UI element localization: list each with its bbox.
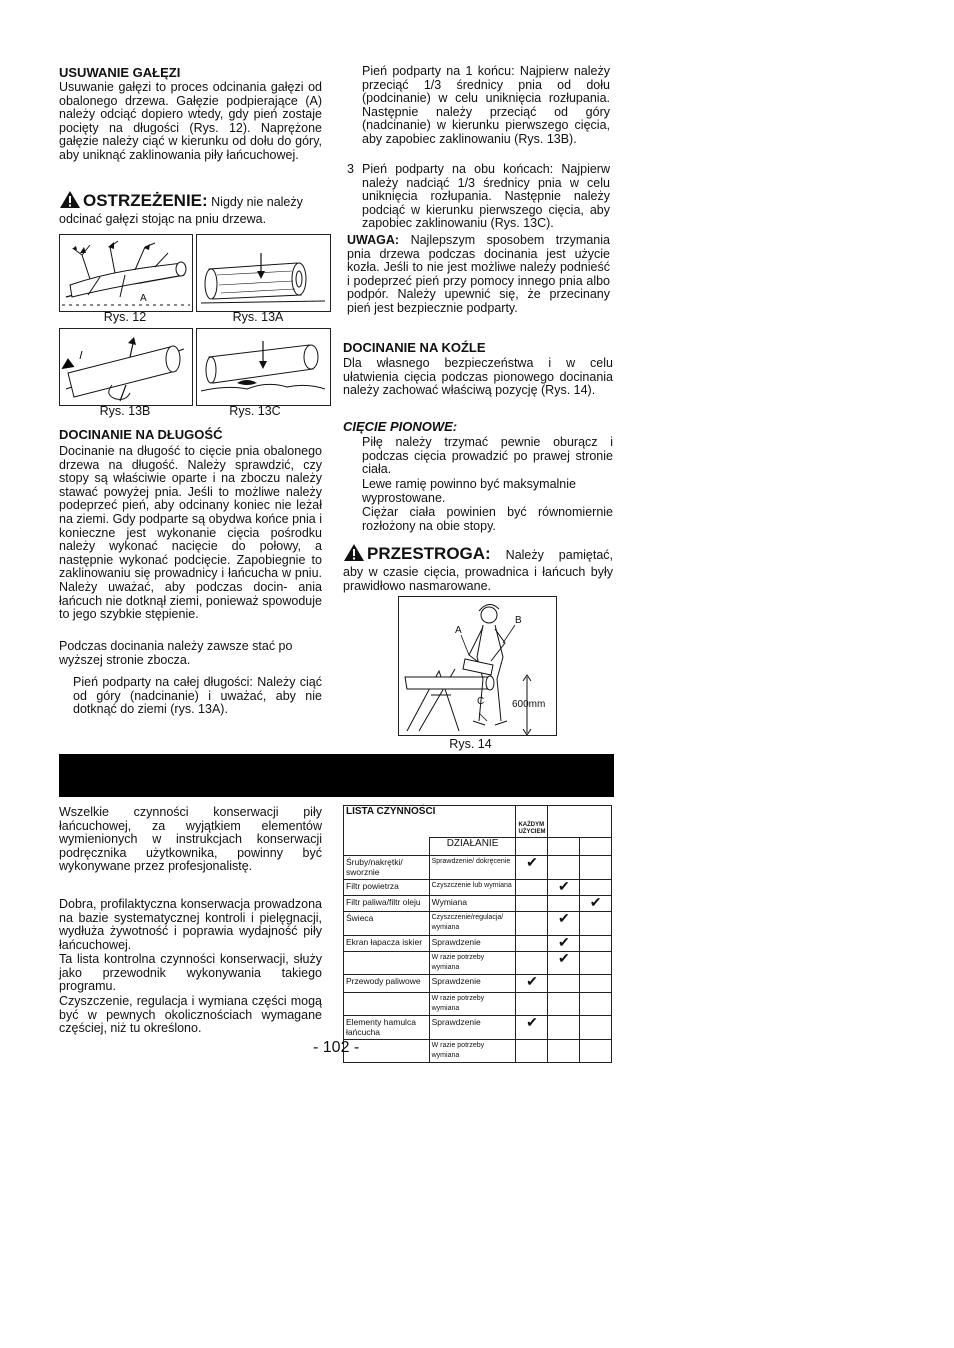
row-check-c1	[516, 993, 548, 1016]
caution-triangle-icon	[343, 543, 365, 565]
warning-text: Nigdy nie należy odcinać gałęzi stojąc na pniu drzewa.	[59, 195, 303, 226]
row-action: Sprawdzenie	[429, 1016, 516, 1040]
table-row	[344, 896, 612, 912]
section-title-docinanie: DOCINANIE NA DŁUGOŚĆ	[59, 427, 223, 442]
action-header: DZIAŁANIE	[429, 838, 516, 856]
row-check-c3	[580, 936, 612, 952]
uwaga-label: UWAGA:	[347, 233, 400, 247]
row-item: Filtr powietrza	[344, 880, 430, 896]
row-check-c2: ✔	[548, 936, 580, 952]
row-action: Sprawdzenie	[429, 975, 516, 993]
row-check-c2: ✔	[548, 912, 580, 936]
caption-rys-12: Rys. 12	[103, 310, 147, 324]
table-row	[344, 880, 612, 896]
row-check-c3	[580, 856, 612, 880]
warning-label: OSTRZEŻENIE:	[83, 191, 208, 210]
fig14-600mm: 600mm	[512, 699, 546, 710]
row-check-c2: ✔	[548, 880, 580, 896]
table-row	[344, 975, 612, 993]
row-check-c1	[516, 896, 548, 912]
docinanie-text: Docinanie na długość to cięcie pnia obalonego drzewa na długość. Należy sprawdzić, czy stopy są właściwie oparte i na zboczu należy stawać powyżej pnia. Jeśli to możliwe należy podeprzeć pień, aby odcinany koniec nie leżał na ziemi. Gdy podparte są obydwa końce pnia i konieczne jest wykonanie cięcia pośrodku należy wykonać nacięcie do połowy, a następnie wykonać podcięcie. Zapobiegnie to zaklinowaniu się prowadnicy i łańcucha w pniu. Należy uważać, aby podczas docin- ania łańcuch nie dotknął ziemi, ponieważ spowoduje to jego szybkie stępienie.	[59, 444, 322, 622]
row-check-c1	[516, 1040, 548, 1063]
cell-empty	[580, 838, 612, 856]
fig14-label-a: A	[455, 625, 462, 636]
przestroga-text: Należy pamiętać, aby w czasie cięcia, prowadnica i łańcuch były prawidłowo nasmarowane.	[343, 548, 613, 593]
row-check-c1	[516, 880, 548, 896]
row-check-c2	[548, 993, 580, 1016]
przestroga-block	[343, 543, 613, 593]
row-check-c3	[580, 952, 612, 975]
row-item: Świeca	[344, 912, 430, 936]
cell-empty	[516, 838, 548, 856]
row-check-c1: ✔	[516, 1016, 548, 1040]
uwaga-text: Najlepszym sposobem trzymania pnia drzewa podczas docinania jest użycie kozła. Jeśli to nie jest możliwe należy podnieść i podeprzeć pień przy pomocy innego pnia albo podpór. Należy upewnić się, że przecinany pień jest bezpiecznie podparty.	[347, 233, 610, 315]
row-item: Filtr paliwa/filtr oleju	[344, 896, 430, 912]
row-check-c3	[580, 975, 612, 993]
row-action: Czyszczenie/regulacja/ wymiana	[429, 912, 516, 936]
ciecie-item-1: Piłę należy trzymać pewnie oburącz i podczas cięcia prowadzić po prawej stronie ciała.	[362, 435, 613, 477]
figure-12	[59, 234, 193, 312]
maint-text-1: Wszelkie czynności konserwacji piły łańcuchowej, za wyjątkiem elementów wymienionych w instrukcjach konserwacji podręcznika użytkownika, powinny być wykonywane przez profesjonalistę.	[59, 805, 322, 874]
table-row	[344, 856, 612, 880]
maint-text-2: Dobra, profilaktyczna konserwacja prowadzona na bazie systematycznej kontroli i pielęgnacji, wydłuża żywotność i poprawia wydajność piły łańcuchowej.	[59, 897, 322, 952]
row-check-c2	[548, 1040, 580, 1063]
figure-13a	[196, 234, 331, 312]
table-row	[344, 952, 612, 975]
table-row	[344, 1016, 612, 1040]
log-supported-both-ends-illustration	[197, 329, 330, 405]
maintenance-checklist-table	[343, 805, 612, 1063]
row-action: Sprawdzenie	[429, 936, 516, 952]
ciecie-item-2: Lewe ramię powinno być maksymalnie wyprostowane.	[362, 477, 576, 505]
table-row	[344, 912, 612, 936]
table-subheader-row	[344, 838, 612, 856]
section-title-usuwanie: USUWANIE GAŁĘZI	[59, 65, 181, 80]
usuwanie-text: Usuwanie gałęzi to proces odcinania gałęzi od obalonego drzewa. Gałęzie podpierające (A) należy odciąć dopiero wtedy, gdy pień zostaje pocięty na długości (Rys. 12). Naprężone gałęzie należy ciąć w kierunku od dołu do góry, aby uniknąć zaklinowania piły łańcuchowej.	[59, 80, 322, 162]
table-header-row	[344, 806, 612, 838]
caption-rys-13b: Rys. 13B	[99, 404, 151, 418]
row-check-c3	[580, 993, 612, 1016]
row-check-c1	[516, 936, 548, 952]
cell-empty	[344, 838, 430, 856]
row-action: W razie potrzeby wymiana	[429, 993, 516, 1016]
warning-block	[59, 190, 322, 226]
col-header-each-use: KAŻDYM UŻYCIEM	[516, 806, 548, 838]
right-item-2: Pień podparty na 1 końcu: Najpierw należy przeciąć 1/3 średnicy pnia od dołu (podcinanie) w celu uniknięcia rozłupania. Następnie należy przeciąć od góry (nadcinanie) w kierunku pierwszego cięcia, aby zapobiec zaklinowaniu (Rys. 13B).	[362, 64, 610, 146]
row-action: W razie potrzeby wymiana	[429, 1040, 516, 1063]
row-check-c1: ✔	[516, 975, 548, 993]
felled-tree-illustration	[60, 235, 192, 311]
row-check-c3: ✔	[580, 896, 612, 912]
caption-rys-13a: Rys. 13A	[232, 310, 284, 324]
maint-text-4: Czyszczenie, regulacja i wymiana części mogą być w pewnych okolicznościach wymagane częściej, niż tu określono.	[59, 994, 322, 1036]
row-check-c3	[580, 912, 612, 936]
row-check-c1: ✔	[516, 856, 548, 880]
row-item: Ekran łapacza iskier	[344, 936, 430, 952]
row-check-c1	[516, 952, 548, 975]
docinanie-text2: Podczas docinania należy zawsze stać po wyższej stronie zbocza.	[59, 639, 293, 667]
warning-triangle-icon	[59, 190, 81, 212]
right-item-3: Pień podparty na obu końcach: Najpierw należy nadciąć 1/3 średnicy pnia w celu uniknięcia rozłupania. Następnie należy podciąć w kierunku pierwszego cięcia, aby zapobiec zaklinowaniu (Rys. 13C).	[362, 162, 610, 231]
table-row	[344, 993, 612, 1016]
log-on-ground-illustration	[197, 235, 330, 311]
uwaga-block	[347, 234, 610, 316]
right-item-3-number: 3	[347, 162, 354, 176]
row-action: Czyszczenie lub wymiana	[429, 880, 516, 896]
table-title: LISTA CZYNNOŚCI	[344, 806, 516, 838]
row-item: Przewody paliwowe	[344, 975, 430, 993]
sawhorse-cutting-illustration	[399, 597, 556, 735]
row-action: Wymiana	[429, 896, 516, 912]
row-item: Elementy hamulca łańcucha	[344, 1016, 430, 1040]
row-action: Sprawdzenie/ dokręcenie	[429, 856, 516, 880]
page-number: - 102 -	[313, 1039, 360, 1056]
row-check-c3	[580, 1040, 612, 1063]
row-item	[344, 952, 430, 975]
row-check-c1	[516, 912, 548, 936]
row-check-c3	[580, 1016, 612, 1040]
row-action: W razie potrzeby wymiana	[429, 952, 516, 975]
docinanie-item-1: Pień podparty na całej długości: Należy ciąć od góry (nadcinanie) i uważać, aby nie dotknąć do ziemi (rys. 13A).	[73, 675, 322, 717]
cell-empty	[548, 838, 580, 856]
row-item: Śruby/nakrętki/ sworznie	[344, 856, 430, 880]
ciecie-item-3: Ciężar ciała powinien być równomiernie rozłożony na obie stopy.	[362, 505, 613, 533]
row-check-c2	[548, 975, 580, 993]
row-check-c2	[548, 856, 580, 880]
section-banner	[59, 754, 614, 797]
caption-rys-14: Rys. 14	[449, 737, 492, 751]
table-row	[344, 936, 612, 952]
col-header-empty	[548, 806, 612, 838]
fig12-label-a: A	[140, 293, 147, 304]
przestroga-label: PRZESTROGA:	[367, 544, 491, 563]
row-check-c2: ✔	[548, 952, 580, 975]
fig14-label-c: C	[477, 696, 485, 707]
row-check-c2	[548, 1016, 580, 1040]
log-supported-one-end-illustration	[60, 329, 192, 405]
ciecie-title: CIĘCIE PIONOWE:	[343, 419, 458, 434]
kozle-text: Dla własnego bezpieczeństwa i w celu ułatwienia cięcia podczas pionowego docinania należy zachować właściwą pozycję (Rys. 14).	[343, 356, 613, 398]
section-title-kozle: DOCINANIE NA KOŹLE	[343, 340, 486, 355]
fig14-label-b: B	[515, 615, 522, 626]
figure-13b	[59, 328, 193, 406]
row-item	[344, 993, 430, 1016]
figure-13c	[196, 328, 331, 406]
maint-text-3: Ta lista kontrolna czynności konserwacji, służy jako przewodnik wykonywania takiego programu.	[59, 952, 322, 994]
table-row	[344, 1040, 612, 1063]
caption-rys-13c: Rys. 13C	[229, 404, 281, 418]
figure-14	[398, 596, 557, 736]
